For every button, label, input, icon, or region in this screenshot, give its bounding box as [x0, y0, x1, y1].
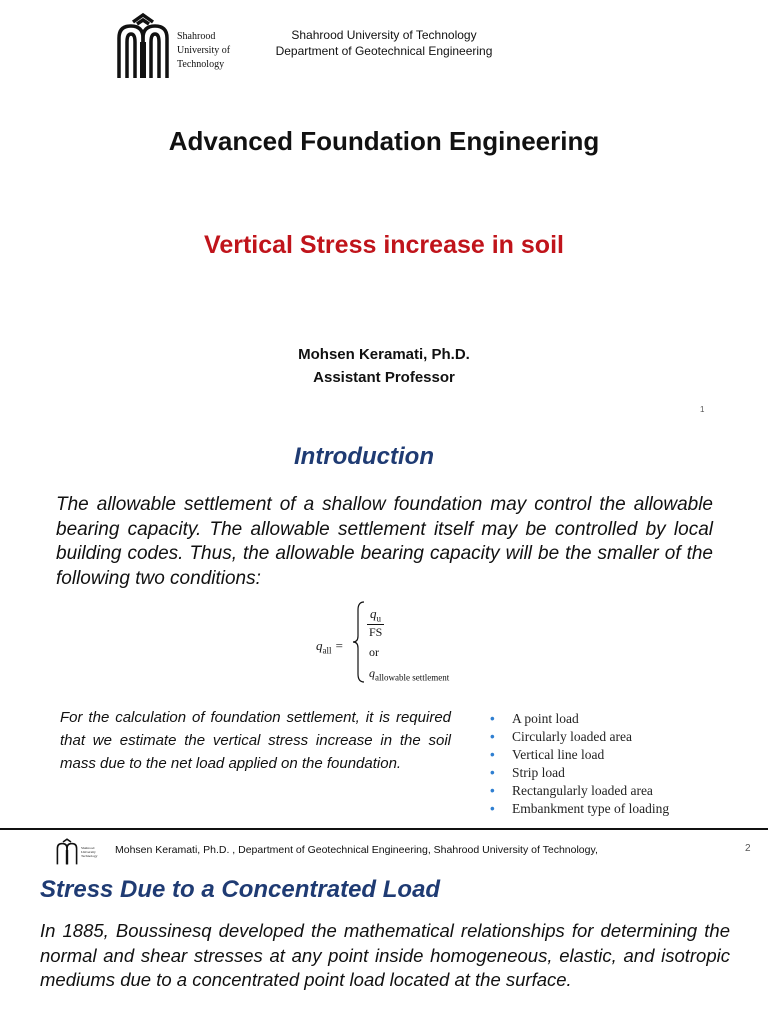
slide-divider — [0, 828, 768, 830]
formula-lhs: $q_{all}$ = — [316, 638, 344, 656]
lecture-title: Vertical Stress increase in soil — [204, 231, 564, 259]
author-block — [0, 343, 768, 389]
list-item: • Circularly loaded area — [490, 728, 669, 746]
logo-wordmark: Shahrood University Technology — [81, 846, 98, 858]
author-position: Assistant Professor — [313, 369, 455, 386]
list-item: • Vertical line load — [490, 746, 669, 764]
logo-wordmark: Shahrood University of Technology — [177, 31, 231, 70]
boussinesq-paragraph: In 1885, Boussinesq developed the mathematical relationships for determining the normal and shear stresses at any point inside homogeneous, elastic, and isotropic mediums due to a concentrated point load located at the surface. — [40, 920, 730, 990]
list-item: • A point load — [490, 710, 669, 728]
allowable-bearing-formula — [300, 600, 500, 684]
page-number: 2 — [745, 843, 751, 854]
formula-denominator: FS — [369, 625, 383, 639]
brace-icon — [352, 600, 366, 684]
university-logo — [113, 12, 233, 84]
university-logo-icon — [55, 837, 79, 867]
list-item: • Strip load — [490, 764, 669, 782]
course-title: Advanced Foundation Engineering — [168, 126, 600, 156]
footer-text: Mohsen Keramati, Ph.D. , Department of Geotechnical Engineering, Shahrood University of Technology, — [115, 844, 598, 856]
section-heading-introduction: Introduction — [294, 443, 434, 470]
university-name: Shahrood University of Technology — [291, 28, 477, 42]
page-number: 1 — [700, 405, 705, 414]
load-types-list — [490, 710, 669, 818]
formula-or: or — [369, 645, 379, 659]
intro-paragraph: The allowable settlement of a shallow foundation may control the allowable bearing capacity. The allowable settlement itself may be controlled by local building codes. Thus, the allowable bearing capacity will be the smaller of the following two conditions: — [56, 494, 713, 589]
list-item: • Rectangularly loaded area — [490, 782, 669, 800]
footer-logo — [55, 837, 105, 867]
settlement-calc-paragraph: For the calculation of foundation settlement, it is required that we estimate the vertical stress increase in the soil mass due to the net load applied on the foundation. — [60, 709, 451, 772]
university-header — [250, 27, 518, 59]
formula-numerator: $q_u$ — [370, 606, 381, 624]
department-name: Department of Geotechnical Engineering — [275, 44, 493, 58]
list-item: • Embankment type of loading — [490, 800, 669, 818]
formula-alt: $q_{allowable settlement}$ — [369, 666, 450, 683]
section-heading-concentrated-load: Stress Due to a Concentrated Load — [40, 876, 441, 903]
university-logo-icon — [113, 12, 173, 82]
author-name: Mohsen Keramati, Ph.D. — [298, 346, 470, 363]
